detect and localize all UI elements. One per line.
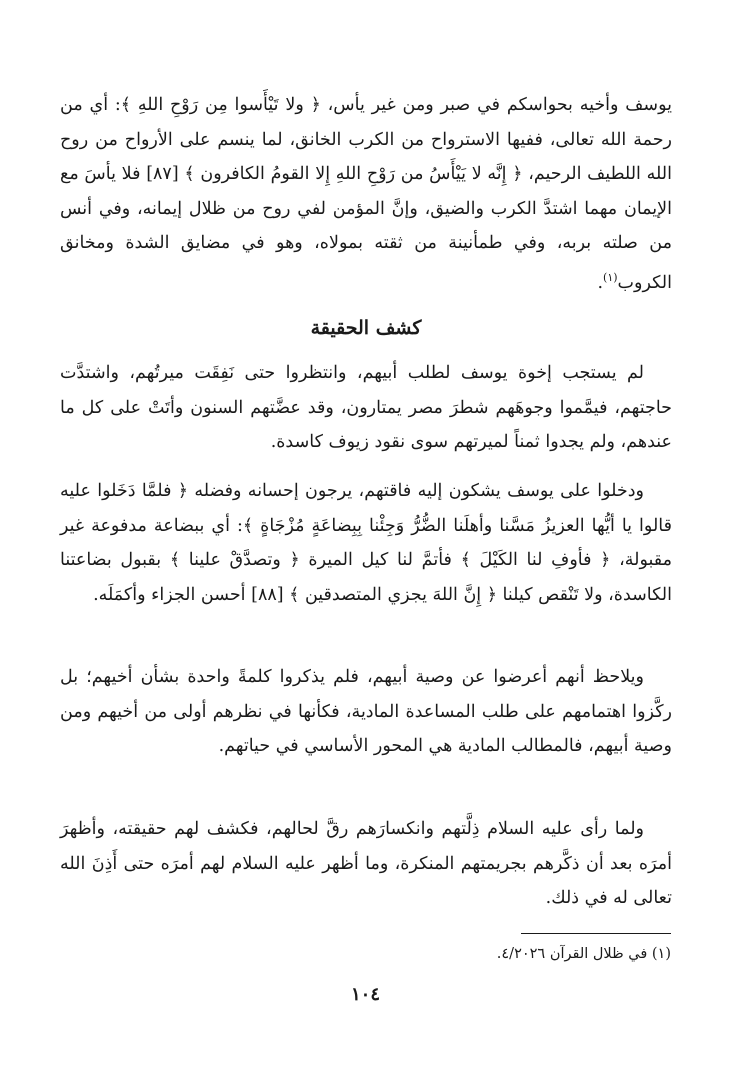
paragraph-1-text: يوسف وأخيه بحواسكم في صبر ومن غير يأس، ﴿ ولا تَيْأَسوا مِن رَوْحِ اللهِ ﴾: أي من رحمة الله تعالى، ففيها الاسترواح من الكرب الخانق، لما ينسم على الأرواح من روح الله اللطيف الرحيم، ﴿ إِنَّه لا يَيْأَسُ من رَوْحِ اللهِ إِلا القومُ الكافرون ﴾ [٨٧] فلا يأسَ مع الإيمان مهما اشتدَّ الكرب والضيق، وإنَّ المؤمن لفي روح من ظلال إيمانه، وفي أنس من صلته بربه، وفي طمأنينة من ثقته بمولاه، وهو في مضايق الشدة ومخانق الكروب: [60, 95, 672, 293]
page-number: ١٠٤: [350, 984, 380, 1005]
paragraph-2: لم يستجب إخوة يوسف لطلب أبيهم، وانتظروا حتى نَفِقَت ميرتُهم، واشتدَّت حاجتهم، فيمَّموا وجوهَهم شطرَ مصر يمتارون، وقد عضَّتهم السنون وأتَتْ على كل ما عندهم، ولم يجدوا ثمناً لميرتهم سوى نقود زيوف كاسدة.: [60, 363, 672, 453]
paragraph-4: ويلاحظ أنهم أعرضوا عن وصية أبيهم، فلم يذكروا كلمةً واحدة بشأن أخيهم؛ بل ركَّزوا اهتمامهم على طلب المساعدة المادية، فكأنها في نظرهم أولى من أخيهم ومن وصية أبيهم، فالمطالب المادية هي المحور الأساسي في حياتهم.: [60, 667, 672, 757]
paragraph-3: ودخلوا على يوسف يشكون إليه فاقتهم، يرجون إحسانه وفضله ﴿ فلمَّا دَخَلوا عليه قالوا يا أيُّها العزيزُ مَسَّنا وأهلَنا الضُّرُّ وَجِئْنا بِبِضاعَةٍ مُزْجَاةٍ ﴾: أي ببضاعة مدفوعة غير مقبولة، ﴿ فأوفِ لنا الكَيْلَ ﴾ فأتمَّ لنا كيل الميرة ﴿ وتصدَّقْ علينا ﴾ بقبول بضاعتنا الكاسدة، ولا تَنْقص كيلنا ﴿ إِنَّ اللهَ يجزي المتصدقين ﴾ [٨٨] أحسن الجزاء وأكمَلَه.: [60, 481, 672, 605]
footnote-separator: [521, 933, 671, 934]
footnote-marker: (١): [603, 270, 618, 284]
footnote: (١) في ظلال القرآن ٤/٢٠٢٦.: [496, 946, 671, 962]
paragraph-5: ولما رأى عليه السلام ذِلَّتهم وانكسارَهم رقَّ لحالهم، فكشف لهم حقيقته، وأظهرَ أمرَه بعد أن ذكَّرهم بجريمتهم المنكرة، وما أظهر عليه السلام لهم أمرَه حتى أَذِنَ الله تعالى له في ذلك.: [60, 819, 672, 909]
section-heading: كشف الحقيقة: [310, 317, 422, 339]
paragraph-continued: [60, 88, 672, 300]
paragraph-1-end: .: [597, 272, 604, 293]
